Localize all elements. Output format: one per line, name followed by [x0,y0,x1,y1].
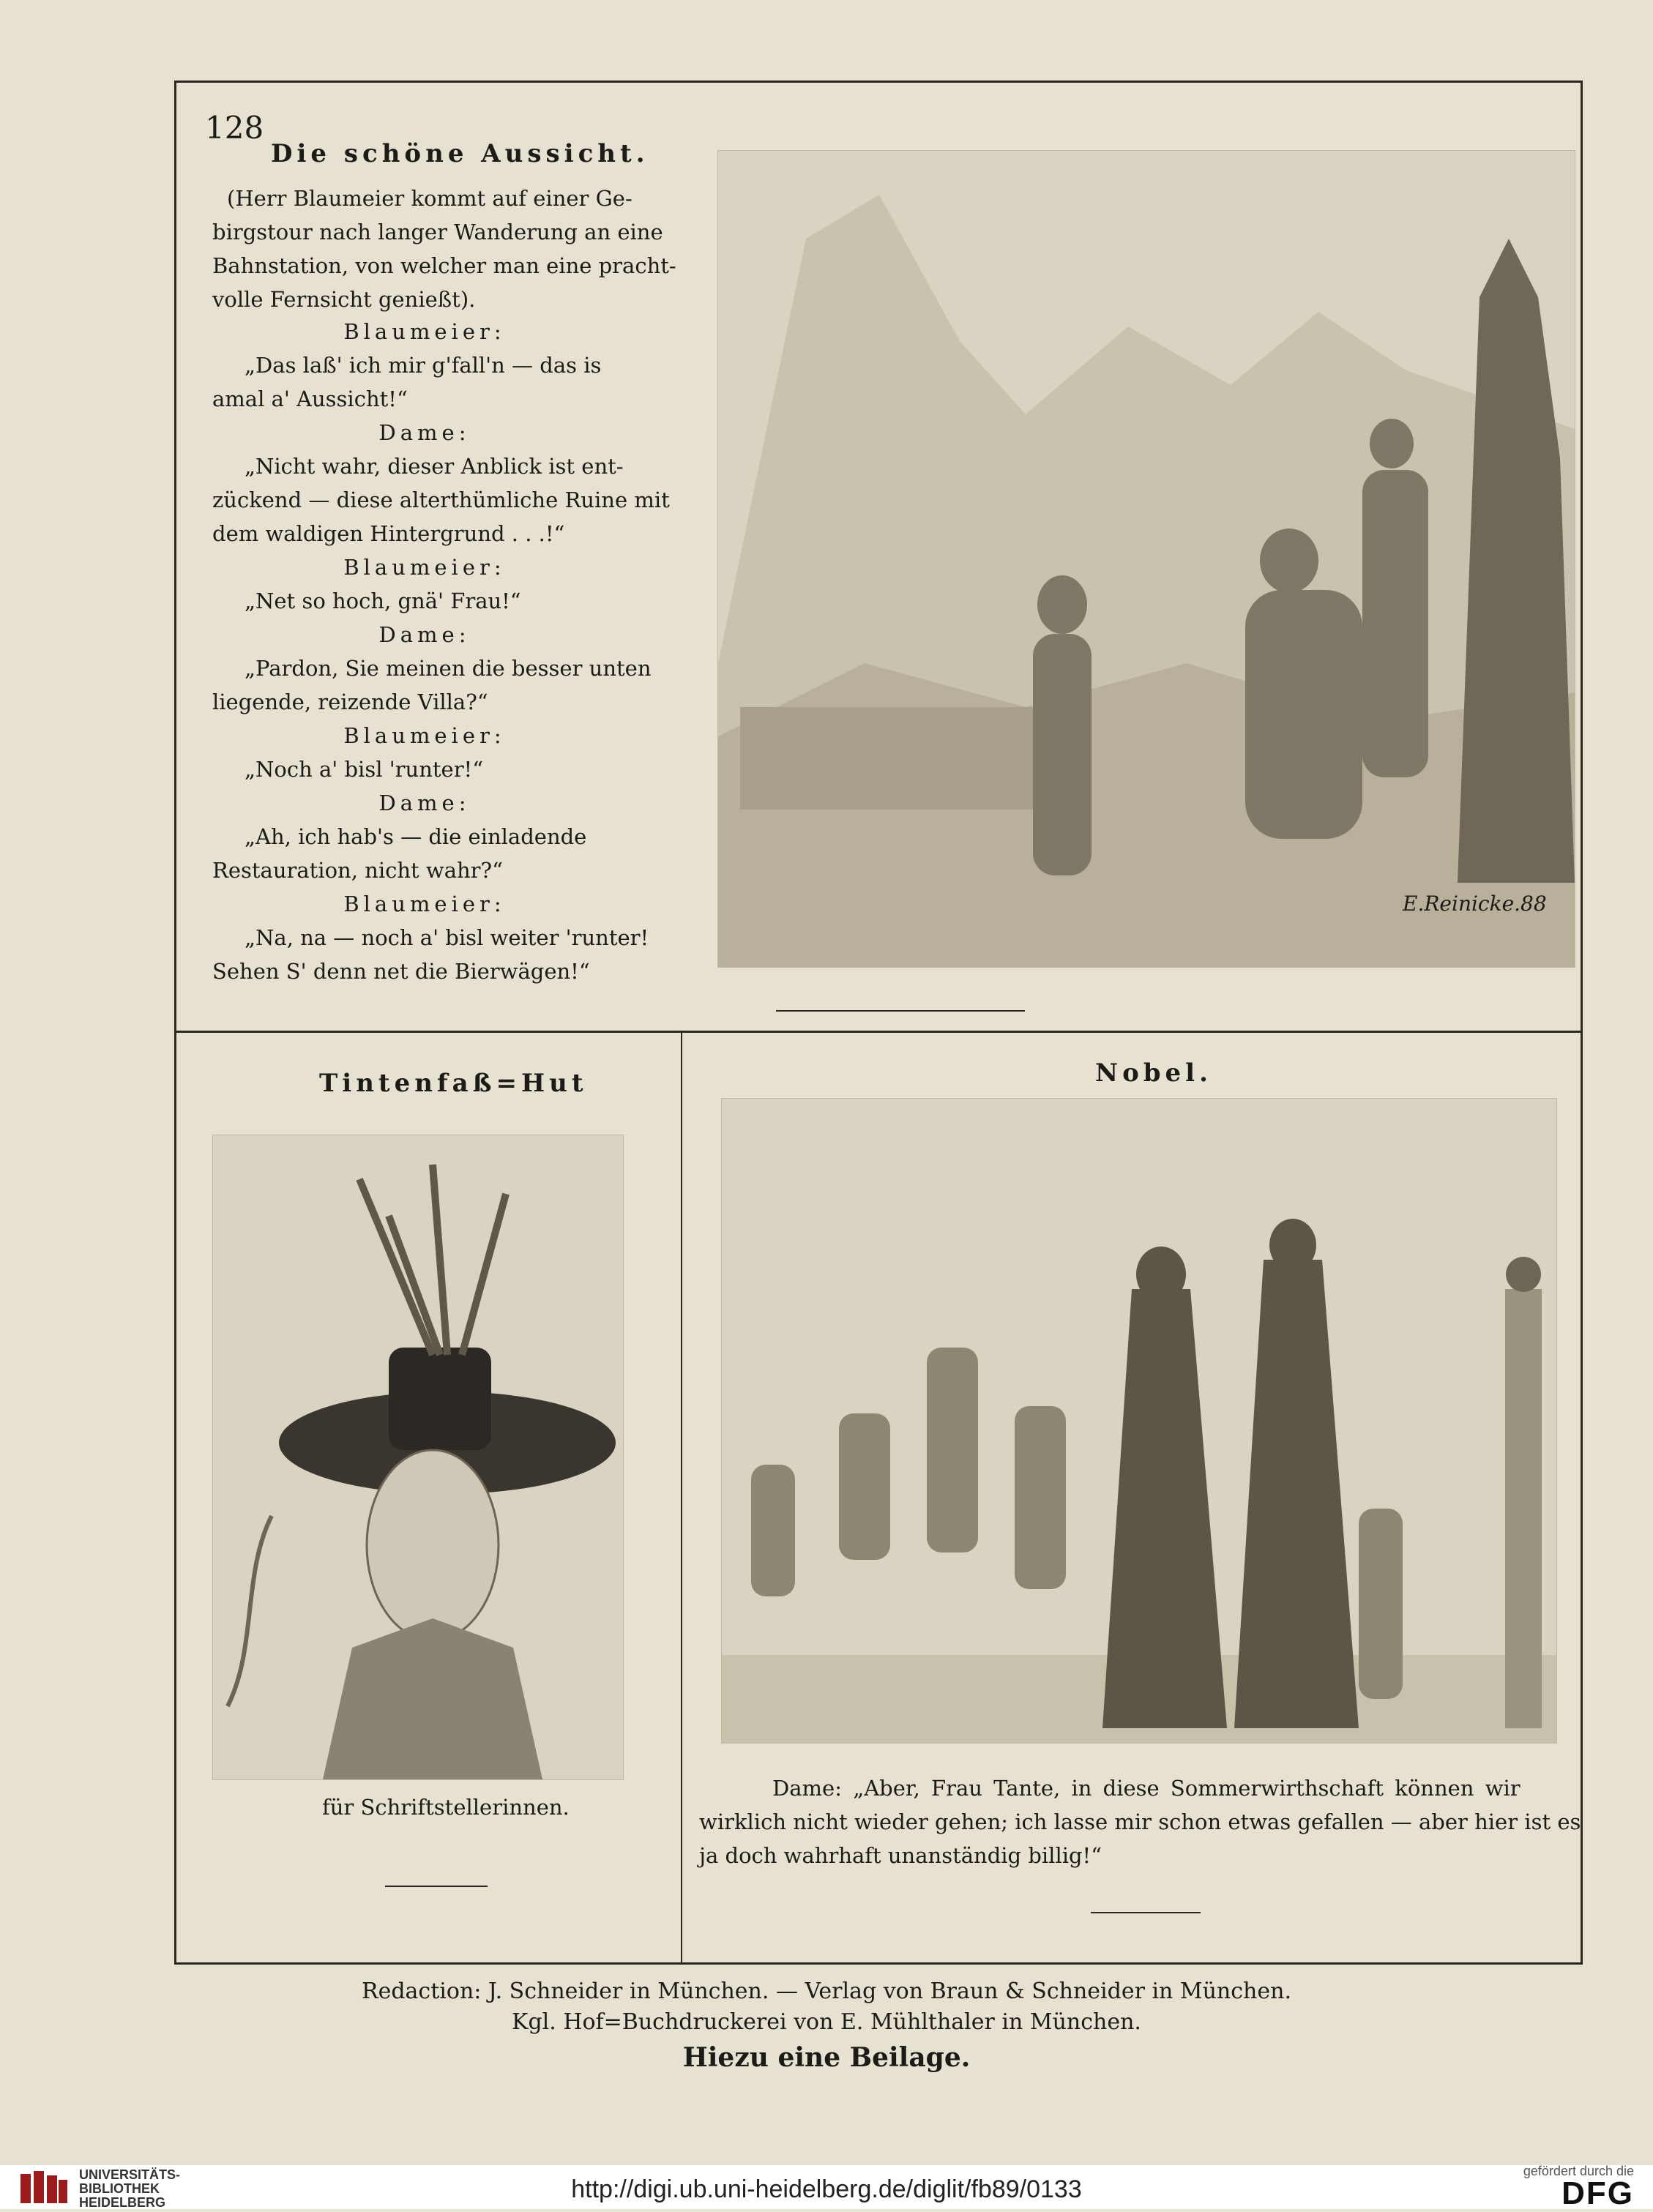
library-name-line: HEIDELBERG [79,2195,166,2210]
speaker: Dame: [378,791,471,815]
illustration-signature: E.Reinicke.88 [1403,892,1547,916]
dialogue-line: „Ah, ich hab's — die einladende [245,824,587,849]
dialogue-line: amal a' Aussicht!“ [212,386,408,411]
speaker: Dame: [378,622,471,647]
story1-dialogue [212,315,670,988]
inkwell-hat-sketch [213,1135,623,1779]
speaker: Dame: [378,420,471,445]
caption-rule [385,1886,488,1887]
family-outing-illustration [721,1098,1557,1744]
intro-line: (Herr Blaumeier kommt auf einer Ge- [227,186,633,211]
dialogue-line: Restauration, nicht wahr?“ [212,858,503,883]
story1-intro [212,182,676,316]
dialogue-line: dem waldigen Hintergrund . . .!“ [212,521,565,546]
dialogue-line: „Net so hoch, gnä' Frau!“ [245,589,521,613]
story3-caption [699,1771,1581,1872]
supplement-note: Hiezu eine Beilage. [682,2042,971,2073]
caption-line: wirklich nicht wieder gehen; ich lasse mir schon etwas gefallen — aber hier ist es [699,1809,1581,1834]
inkwell-hat-illustration [212,1135,624,1780]
imprint-line: Kgl. Hof=Buchdruckerei von E. Mühlthaler in München. [512,2009,1141,2035]
speaker: Blaumeier: [343,723,506,748]
imprint-line: Redaction: J. Schneider in München. — Verlag von Braun & Schneider in München. [362,1979,1291,2004]
digitization-bar [0,2165,1653,2209]
vertical-divider [681,1032,682,1965]
page-number: 128 [205,110,264,146]
dialogue-line: „Das laß' ich mir g'fall'n — das is [245,353,602,378]
dialogue-line: „Nicht wahr, dieser Anblick ist ent- [245,454,624,479]
dialogue-line: „Na, na — noch a' bisl weiter 'runter! [245,925,649,950]
library-name-line: BIBLIOTHEK [79,2181,160,2196]
dialogue-line: liegende, reizende Villa?“ [212,690,488,714]
story3-title: Nobel. [1095,1058,1212,1088]
story1-title: Die schöne Aussicht. [271,139,649,168]
intro-line: volle Fernsicht genießt). [212,287,476,312]
dialogue-line: zückend — diese alterthümliche Ruine mit [212,487,670,512]
family-outing-sketch [722,1099,1556,1743]
mountain-sketch [718,151,1575,967]
caption-line: Dame: „Aber, Frau Tante, in diese Sommerwirthschaft können wir [772,1776,1520,1801]
library-name-line: UNIVERSITÄTS- [79,2167,181,2182]
speaker: Blaumeier: [343,319,506,344]
permalink-url[interactable]: http://digi.ub.uni-heidelberg.de/diglit/fb89/0133 [571,2175,1082,2203]
story2-title: Tintenfaß=Hut [319,1069,588,1098]
caption-rule [1091,1912,1201,1913]
funder-caption: gefördert durch die [1523,2164,1634,2178]
dialogue-line: „Noch a' bisl 'runter!“ [245,757,484,782]
dialogue-line: „Pardon, Sie meinen die besser unten [245,656,652,681]
intro-line: birgstour nach langer Wanderung an eine [212,220,663,244]
caption-line: ja doch wahrhaft unanständig billig!“ [699,1843,1102,1868]
imprint-footer [0,1976,1653,2073]
mountain-view-illustration [717,150,1575,968]
dialogue-line: Sehen S' denn net die Bierwägen!“ [212,959,590,984]
speaker: Blaumeier: [343,555,506,580]
dfg-logo: DFG [1561,2175,1634,2211]
speaker: Blaumeier: [343,892,506,916]
horizontal-divider [174,1031,1583,1033]
story2-caption: für Schriftstellerinnen. [322,1795,570,1820]
section-rule [776,1010,1025,1012]
intro-line: Bahnstation, von welcher man eine pracht- [212,253,676,278]
